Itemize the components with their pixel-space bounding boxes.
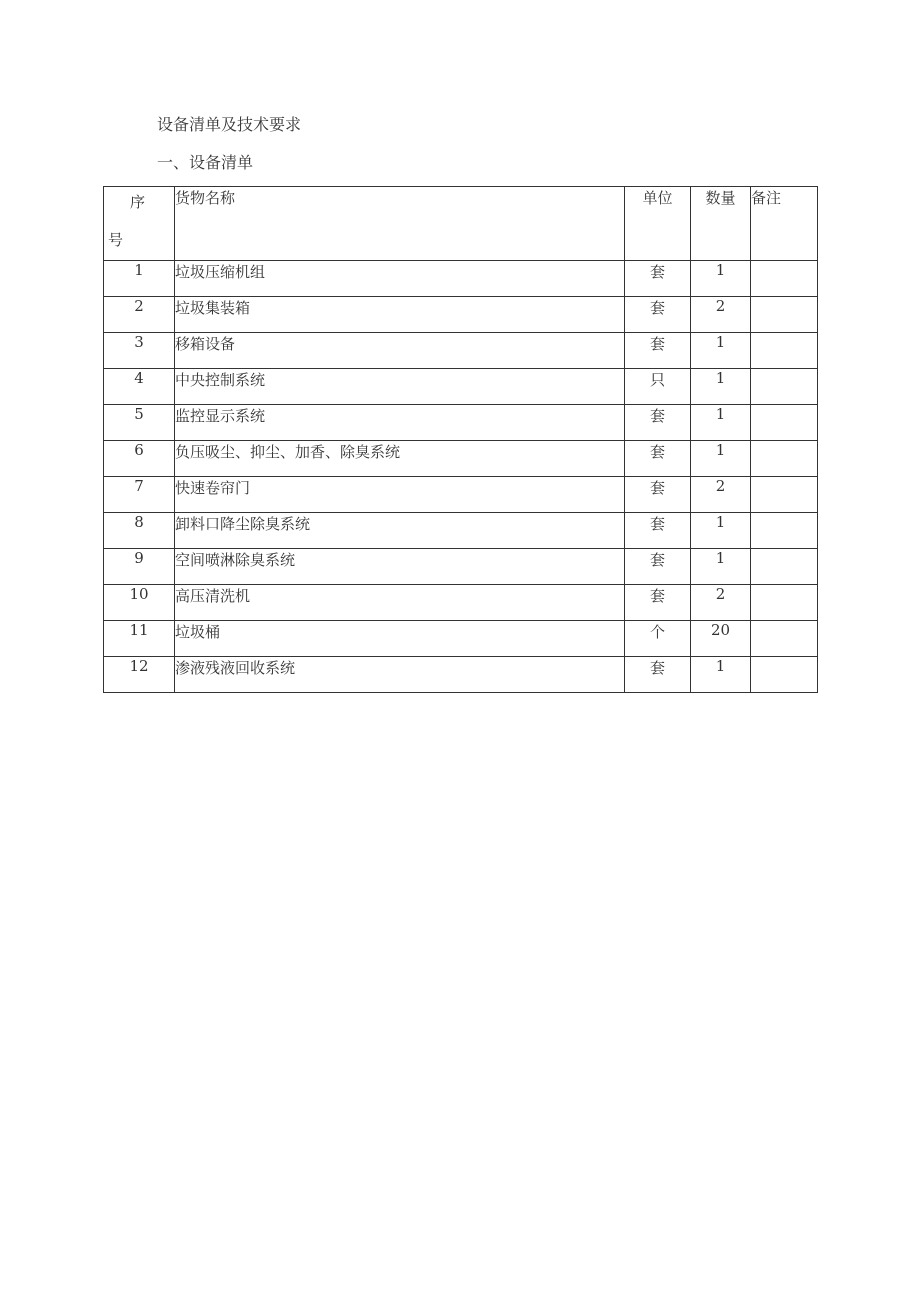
row-unit: 只 xyxy=(625,369,691,405)
row-number: 12 xyxy=(104,657,175,693)
equipment-table xyxy=(103,186,818,693)
row-quantity: 1 xyxy=(691,333,751,369)
row-goods-name: 空间喷淋除臭系统 xyxy=(175,549,625,585)
row-unit: 套 xyxy=(625,297,691,333)
row-remarks xyxy=(751,369,818,405)
row-goods-name: 垃圾桶 xyxy=(175,621,625,657)
row-number: 11 xyxy=(104,621,175,657)
row-unit: 套 xyxy=(625,441,691,477)
row-goods-name: 快速卷帘门 xyxy=(175,477,625,513)
table-row xyxy=(104,441,818,477)
header-remarks: 备注 xyxy=(751,187,818,261)
table-row xyxy=(104,549,818,585)
row-unit: 套 xyxy=(625,513,691,549)
row-number: 1 xyxy=(104,261,175,297)
row-number: 10 xyxy=(104,585,175,621)
header-unit: 单位 xyxy=(625,187,691,261)
row-remarks xyxy=(751,477,818,513)
row-goods-name: 负压吸尘、抑尘、加香、除臭系统 xyxy=(175,441,625,477)
row-goods-name: 渗液残液回收系统 xyxy=(175,657,625,693)
row-quantity: 1 xyxy=(691,261,751,297)
row-number: 9 xyxy=(104,549,175,585)
row-remarks xyxy=(751,585,818,621)
row-number: 7 xyxy=(104,477,175,513)
row-quantity: 2 xyxy=(691,477,751,513)
row-remarks xyxy=(751,621,818,657)
row-unit: 套 xyxy=(625,261,691,297)
row-number: 5 xyxy=(104,405,175,441)
row-number: 3 xyxy=(104,333,175,369)
table-row xyxy=(104,261,818,297)
row-goods-name: 垃圾集装箱 xyxy=(175,297,625,333)
table-header-row xyxy=(104,187,818,261)
row-unit: 套 xyxy=(625,549,691,585)
table-row xyxy=(104,405,818,441)
row-quantity: 1 xyxy=(691,549,751,585)
row-quantity: 2 xyxy=(691,585,751,621)
row-remarks xyxy=(751,261,818,297)
row-quantity: 20 xyxy=(691,621,751,657)
row-remarks xyxy=(751,297,818,333)
table-row xyxy=(104,513,818,549)
row-unit: 套 xyxy=(625,585,691,621)
header-serial-top: 序 xyxy=(130,193,146,211)
row-goods-name: 高压清洗机 xyxy=(175,585,625,621)
row-unit: 套 xyxy=(625,477,691,513)
row-quantity: 1 xyxy=(691,405,751,441)
row-unit: 套 xyxy=(625,405,691,441)
row-quantity: 1 xyxy=(691,513,751,549)
row-number: 6 xyxy=(104,441,175,477)
row-goods-name: 中央控制系统 xyxy=(175,369,625,405)
row-remarks xyxy=(751,513,818,549)
row-unit: 套 xyxy=(625,657,691,693)
header-quantity: 数量 xyxy=(691,187,751,261)
table-row xyxy=(104,369,818,405)
table-row xyxy=(104,621,818,657)
row-remarks xyxy=(751,549,818,585)
header-goods-name: 货物名称 xyxy=(175,187,625,261)
row-unit: 个 xyxy=(625,621,691,657)
row-unit: 套 xyxy=(625,333,691,369)
table-row xyxy=(104,477,818,513)
row-quantity: 2 xyxy=(691,297,751,333)
row-goods-name: 卸料口降尘除臭系统 xyxy=(175,513,625,549)
row-remarks xyxy=(751,405,818,441)
row-quantity: 1 xyxy=(691,657,751,693)
row-goods-name: 垃圾压缩机组 xyxy=(175,261,625,297)
row-goods-name: 移箱设备 xyxy=(175,333,625,369)
row-remarks xyxy=(751,333,818,369)
row-remarks xyxy=(751,657,818,693)
row-number: 2 xyxy=(104,297,175,333)
row-number: 4 xyxy=(104,369,175,405)
row-number: 8 xyxy=(104,513,175,549)
row-goods-name: 监控显示系统 xyxy=(175,405,625,441)
section-title: 一、设备清单 xyxy=(157,153,254,172)
header-serial-number xyxy=(104,187,175,261)
row-remarks xyxy=(751,441,818,477)
row-quantity: 1 xyxy=(691,441,751,477)
table-row xyxy=(104,333,818,369)
table-row xyxy=(104,585,818,621)
header-serial-bottom: 号 xyxy=(108,231,124,249)
table-row xyxy=(104,657,818,693)
document-title: 设备清单及技术要求 xyxy=(157,115,302,134)
row-quantity: 1 xyxy=(691,369,751,405)
table-row xyxy=(104,297,818,333)
